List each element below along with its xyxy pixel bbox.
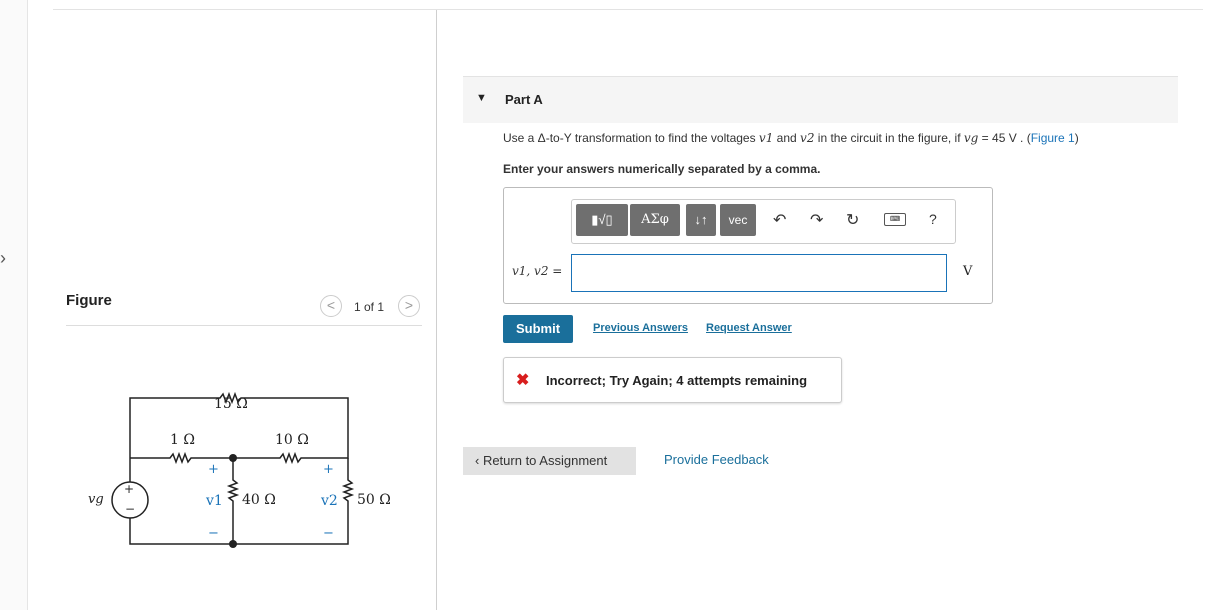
question-pre: Use a Δ-to-Y transformation to find the voltages bbox=[503, 131, 759, 145]
keyboard-icon[interactable]: ⌨ bbox=[884, 213, 906, 226]
help-icon[interactable]: ? bbox=[929, 211, 937, 227]
collapse-caret-icon[interactable]: ▼ bbox=[476, 92, 487, 104]
vec-button[interactable]: vec bbox=[720, 204, 756, 236]
resistor-50-label: 50 Ω bbox=[357, 492, 391, 508]
resistor-10-label: 10 Ω bbox=[275, 432, 309, 448]
part-a-header[interactable] bbox=[463, 77, 1178, 123]
v1-var: v1 bbox=[758, 131, 774, 145]
incorrect-x-icon: ✖ bbox=[516, 372, 530, 389]
expand-chevron-icon[interactable]: › bbox=[0, 248, 6, 268]
figure-rule bbox=[66, 325, 422, 326]
question-eq: = 45 V . ( bbox=[978, 131, 1031, 145]
source-label: vg bbox=[88, 492, 104, 507]
return-to-assignment-button[interactable]: ‹ Return to Assignment bbox=[463, 447, 636, 475]
unit-label: V bbox=[963, 264, 973, 279]
v1-minus: − bbox=[208, 526, 219, 541]
question-and: and bbox=[773, 131, 801, 145]
submit-button[interactable]: Submit bbox=[503, 315, 573, 343]
panel-divider bbox=[436, 10, 437, 610]
resistor-1-label: 1 Ω bbox=[170, 432, 195, 448]
redo-icon[interactable]: ↷ bbox=[810, 212, 824, 229]
question-text bbox=[503, 131, 1079, 145]
resistor-15-label: 15 Ω bbox=[214, 396, 248, 412]
source-plus: + bbox=[124, 482, 135, 496]
figure-pager-text: 1 of 1 bbox=[354, 300, 385, 314]
source-minus: − bbox=[125, 502, 136, 516]
v1-plus: + bbox=[208, 462, 219, 477]
reset-icon[interactable]: ↻ bbox=[846, 212, 860, 229]
v1-label: v1 bbox=[206, 493, 223, 509]
figure-link[interactable]: Figure 1 bbox=[1030, 131, 1075, 145]
left-rail bbox=[0, 0, 28, 610]
figure-next-button[interactable]: > bbox=[398, 295, 420, 317]
arrows-button[interactable]: ↓↑ bbox=[686, 204, 716, 236]
undo-icon[interactable]: ↶ bbox=[773, 212, 787, 229]
question-mid: in the circuit in the figure, if bbox=[814, 131, 964, 145]
v2-minus: − bbox=[323, 526, 334, 541]
greek-symbols-button[interactable]: ΑΣφ bbox=[630, 204, 680, 236]
feedback-text: Incorrect; Try Again; 4 attempts remaining bbox=[546, 373, 808, 388]
request-answer-link[interactable]: Request Answer bbox=[706, 322, 792, 334]
answer-variable-label: v1, v2 = bbox=[512, 264, 563, 278]
figure-title: Figure bbox=[66, 292, 112, 309]
circuit-diagram bbox=[70, 380, 420, 560]
figure-prev-button[interactable]: < bbox=[320, 295, 342, 317]
answer-input[interactable] bbox=[571, 254, 947, 292]
vg-var: vg bbox=[963, 131, 979, 145]
templates-button[interactable]: ▮√▯ bbox=[576, 204, 628, 236]
v2-label: v2 bbox=[321, 493, 338, 509]
v2-plus: + bbox=[323, 462, 334, 477]
provide-feedback-link[interactable]: Provide Feedback bbox=[664, 452, 769, 467]
v2-var: v2 bbox=[800, 131, 815, 145]
previous-answers-link[interactable]: Previous Answers bbox=[593, 322, 688, 334]
resistor-40-label: 40 Ω bbox=[242, 492, 276, 508]
instruction-text: Enter your answers numerically separated by a comma. bbox=[503, 162, 821, 176]
part-a-label: Part A bbox=[505, 92, 543, 107]
top-rule bbox=[53, 9, 1203, 10]
question-end: ) bbox=[1074, 131, 1079, 145]
